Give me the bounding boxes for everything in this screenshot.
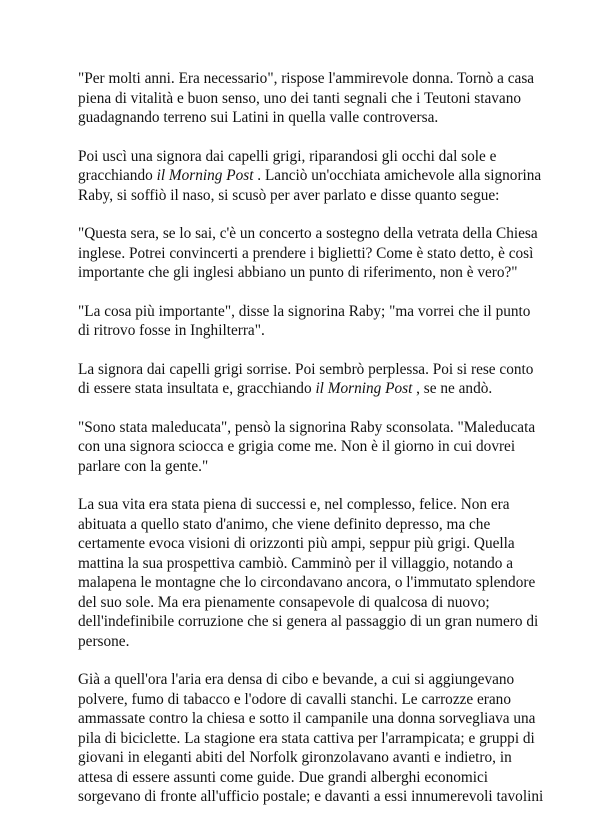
body-paragraph <box>78 147 542 206</box>
text-line <box>78 244 538 264</box>
text-run: Poi uscì una signora dai capelli grigi, riparandosi gli occhi dal sole e <box>78 147 497 165</box>
text-run: piena di vitalità e buon senso, uno dei tanti segnali che i Teutoni stavano <box>78 89 522 107</box>
text-run: di essere stata insultata e, gracchiando <box>78 380 316 397</box>
text-line <box>78 593 538 613</box>
text-run: gracchiando <box>78 167 157 184</box>
text-line <box>78 534 538 554</box>
text-run: importante che gli inglesi abbiano un punto di riferimento, non è vero?" <box>78 264 518 281</box>
text-run: , se ne andò. <box>412 380 493 397</box>
text-run: La sua vita era stata piena di successi e, nel complesso, felice. Non era <box>78 496 510 513</box>
text-run: Già a quell'ora l'aria era densa di cibo e bevande, a cui si aggiungevano <box>78 671 515 688</box>
body-paragraph <box>78 69 538 128</box>
text-run: La signora dai capelli grigi sorrise. Poi sembrò perplessa. Poi si rese conto <box>78 360 534 378</box>
text-run: persone. <box>78 632 130 650</box>
italic-title-text: il Morning Post <box>156 167 254 184</box>
text-line <box>78 495 538 515</box>
text-line <box>78 554 538 574</box>
text-run: sorgevano di fronte all'ufficio postale; e davanti a essi innumerevoli tavolini <box>78 788 544 805</box>
text-run: "Questa sera, se lo sai, c'è un concerto a sostegno della vetrata della Chiesa <box>78 225 538 242</box>
text-line <box>78 379 538 399</box>
text-line <box>78 573 538 593</box>
text-run: di ritrovo fosse in Inghilterra". <box>78 322 265 339</box>
text-run: abituata a quello stato d'animo, che viene definito depresso, ma che <box>78 515 491 533</box>
text-run: guadagnando terreno sui Latini in quella valle controversa. <box>78 109 439 126</box>
text-run: "Per molti anni. Era necessario", rispose l'ammirevole donna. Tornò a casa <box>78 70 535 87</box>
text-line <box>78 457 538 477</box>
text-line <box>78 108 538 128</box>
text-run: ammassate contro la chiesa e sotto il campanile una donna sorvegliava una <box>78 710 536 727</box>
text-run: "Sono stata maleducata", pensò la signorina Raby sconsolata. "Maleducata <box>78 418 536 436</box>
text-run: dell'indefinibile corruzione che si genera al passaggio di un gran numero di <box>78 613 539 630</box>
text-run: mattina la sua prospettiva cambiò. Camminò per il villaggio, notando a <box>78 554 514 572</box>
body-paragraph <box>78 670 544 807</box>
document-page <box>78 69 544 826</box>
text-line <box>78 166 542 186</box>
text-line <box>78 768 538 788</box>
text-run: Raby, si soffiò il naso, si scusò per aver parlato e disse quanto segue: <box>78 186 500 204</box>
text-line <box>78 360 538 380</box>
text-line <box>78 670 538 690</box>
text-run: certamente evoca visioni di orizzonti più ampi, seppur più grigi. Quella <box>78 535 515 552</box>
body-paragraph <box>78 418 538 477</box>
text-line <box>78 632 538 652</box>
body-paragraph <box>78 495 538 651</box>
text-line <box>78 147 538 167</box>
text-line <box>78 224 538 244</box>
text-line <box>78 690 538 710</box>
text-line <box>78 515 538 535</box>
text-run: "La cosa più importante", disse la signorina Raby; "ma vorrei che il punto <box>78 302 531 320</box>
body-paragraph <box>78 302 538 341</box>
text-line <box>78 729 538 749</box>
text-run: parlare con la gente." <box>78 457 209 475</box>
text-run: pila di biciclette. La stagione era stata cattiva per l'arrampicata; e gruppi di <box>78 729 535 747</box>
text-run: giovani in eleganti abiti del Norfolk gironzolavano avanti e indietro, in <box>78 749 512 766</box>
text-line <box>78 302 538 322</box>
text-run: attesa di essere assunti come guide. Due grandi alberghi economici <box>78 768 489 786</box>
body-paragraph <box>78 360 538 399</box>
text-run: inglese. Potrei convincerti a prendere i biglietti? Come è stato detto, è così <box>78 244 534 262</box>
text-line <box>78 787 544 807</box>
text-line <box>78 612 538 632</box>
text-run: del suo sole. Ma era pienamente consapevole di qualcosa di nuovo; <box>78 593 490 611</box>
text-run: . Lanciò un'occhiata amichevole alla signorina <box>253 167 542 184</box>
text-line <box>78 89 538 109</box>
text-run: con una signora sciocca e grigia come me. Non è il giorno in cui dovrei <box>78 438 516 455</box>
body-paragraph <box>78 224 538 283</box>
text-line <box>78 186 538 206</box>
text-run: polvere, fumo di tabacco e l'odore di cavalli stanchi. Le carrozze erano <box>78 690 511 708</box>
text-line <box>78 263 538 283</box>
text-run: malapena le montagne che lo circondavano ancora, o l'immutato splendore <box>78 574 536 591</box>
text-line <box>78 321 538 341</box>
italic-title-text: il Morning Post <box>315 380 413 397</box>
text-line <box>78 437 538 457</box>
text-line <box>78 418 538 438</box>
text-line <box>78 709 538 729</box>
text-line <box>78 69 538 89</box>
text-line <box>78 748 538 768</box>
